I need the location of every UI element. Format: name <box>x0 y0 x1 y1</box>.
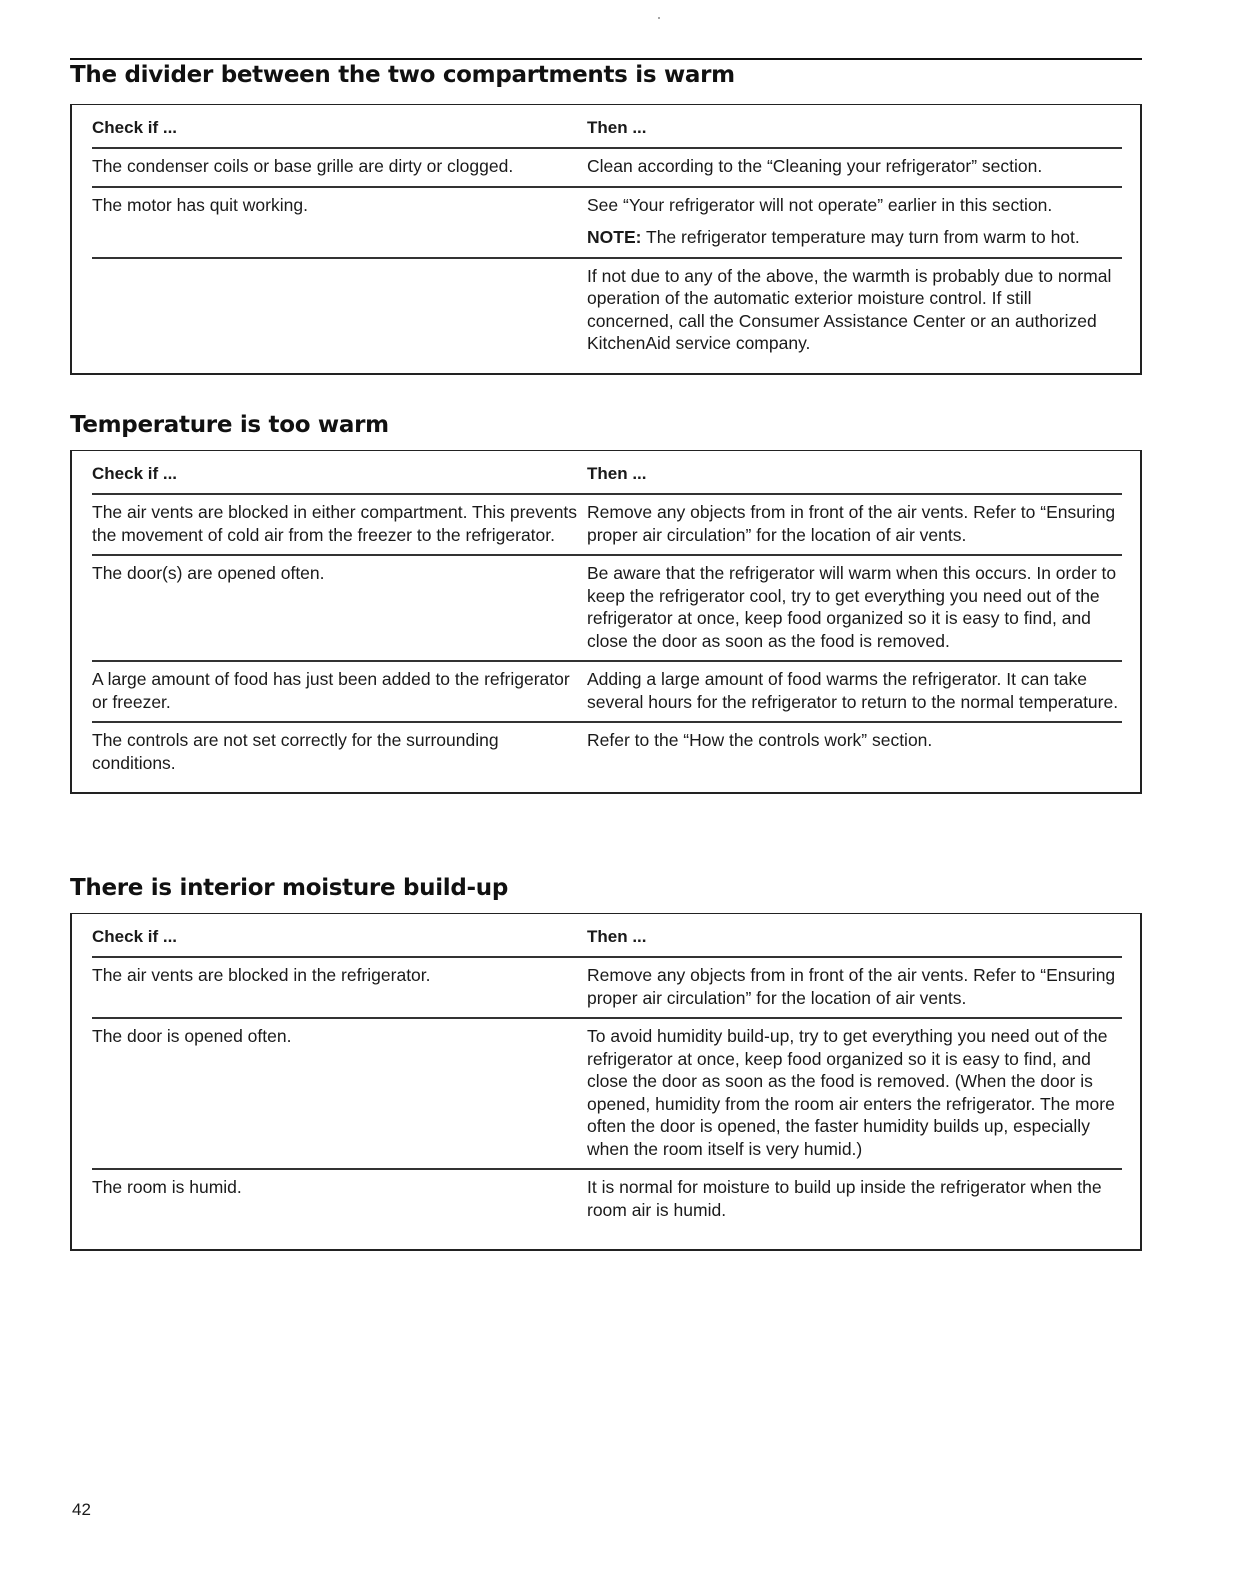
then-header: Then ... <box>587 118 647 137</box>
troubleshoot-table <box>70 450 1142 794</box>
then-header: Then ... <box>587 927 647 946</box>
check-cell: The air vents are blocked in either compartment. This prevents the movement of cold air from the freezer to the refrigerator. <box>92 502 578 545</box>
table-header <box>92 115 1122 139</box>
table-row <box>92 257 1122 363</box>
check-cell: The motor has quit working. <box>92 194 308 215</box>
table-row <box>92 1017 1122 1168</box>
table-row <box>92 721 1122 782</box>
check-cell: The controls are not set correctly for the surrounding conditions. <box>92 730 499 773</box>
check-cell: The condenser coils or base grille are dirty or clogged. <box>92 156 514 176</box>
section-temperature-warm <box>70 410 1142 794</box>
note-label: NOTE: <box>587 227 642 247</box>
then-cell: Clean according to the “Cleaning your refrigerator” section. <box>587 156 1043 176</box>
check-cell: A large amount of food has just been added to the refrigerator or freezer. <box>92 669 570 712</box>
then-cell: Refer to the “How the controls work” section. <box>587 730 933 750</box>
note <box>587 226 1122 249</box>
then-cell: Remove any objects from in front of the air vents. Refer to “Ensuring proper air circulation” for the location of air vents. <box>587 965 1116 1008</box>
troubleshoot-table <box>70 913 1142 1251</box>
scan-dot <box>658 17 660 19</box>
then-cell <box>587 194 1122 249</box>
table-row <box>92 493 1122 554</box>
section-moisture-buildup <box>70 873 1142 1251</box>
page-number: 42 <box>72 1500 91 1519</box>
then-header: Then ... <box>587 464 647 483</box>
table-row <box>92 147 1122 186</box>
check-header: Check if ... <box>92 927 178 946</box>
section-title: Temperature is too warm <box>70 412 389 438</box>
then-cell: Be aware that the refrigerator will warm when this occurs. In order to keep the refrigerator cool, try to get everything you need out of the refrigerator at once, keep food organized so it is easy to find, and close the door as soon as the food is removed. <box>587 563 1117 651</box>
section-title: There is interior moisture build-up <box>70 875 509 901</box>
table-row <box>92 186 1122 257</box>
table-row <box>92 554 1122 660</box>
then-cell: Adding a large amount of food warms the refrigerator. It can take several hours for the refrigerator to return to the normal temperature. <box>587 669 1119 712</box>
table-row <box>92 956 1122 1017</box>
then-cell: If not due to any of the above, the warmth is probably due to normal operation of the automatic exterior moisture control. If still concerned, call the Consumer Assistance Center or an authorized KitchenAid service company. <box>587 265 1112 353</box>
check-header: Check if ... <box>92 118 178 137</box>
then-cell: To avoid humidity build-up, try to get everything you need out of the refrigerator at once, keep food organized so it is easy to find, and close the door as soon as the food is removed. (When the door is opened, humidity from the room air enters the refrigerator. The more often the door is opened, the faster humidity builds up, especially when the room itself is very humid.) <box>587 1026 1115 1159</box>
check-cell: The door(s) are opened often. <box>92 563 325 583</box>
table-header <box>92 461 1122 485</box>
check-cell <box>92 265 587 355</box>
table-header <box>92 924 1122 948</box>
check-cell: The door is opened often. <box>92 1026 292 1046</box>
section-divider-warm <box>70 60 1142 375</box>
table-row <box>92 660 1122 721</box>
then-cell: It is normal for moisture to build up inside the refrigerator when the room air is humid. <box>587 1177 1102 1220</box>
check-cell: The room is humid. <box>92 1177 242 1197</box>
section-title: The divider between the two compartments is warm <box>70 62 735 88</box>
then-text: See “Your refrigerator will not operate” earlier in this section. <box>587 194 1053 215</box>
table-row <box>92 1168 1122 1239</box>
troubleshoot-table <box>70 104 1142 375</box>
note-text: The refrigerator temperature may turn from warm to hot. <box>641 227 1080 247</box>
then-cell: Remove any objects from in front of the air vents. Refer to “Ensuring proper air circulation” for the location of air vents. <box>587 502 1116 545</box>
check-cell: The air vents are blocked in the refrigerator. <box>92 965 431 985</box>
check-header: Check if ... <box>92 464 178 483</box>
